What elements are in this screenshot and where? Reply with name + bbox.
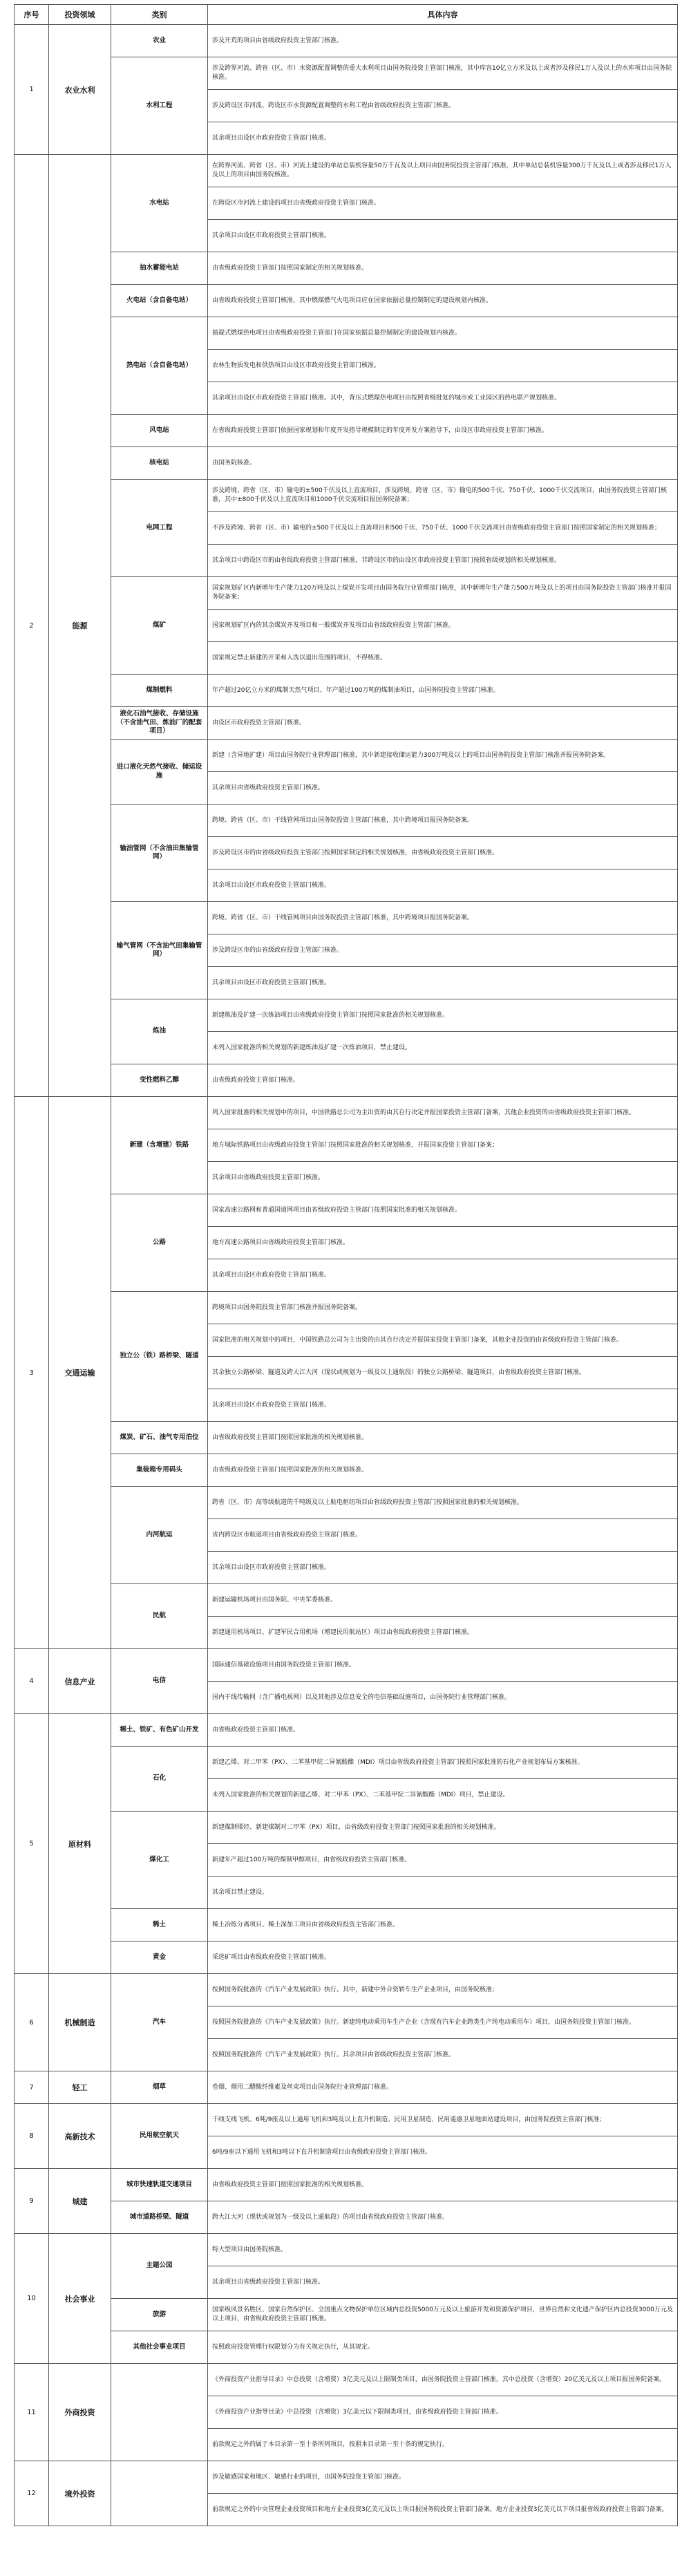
category-cell: 煤矿 [111,577,208,675]
table-row [15,1584,678,1617]
row-number: 11 [15,2364,49,2461]
category-cell [111,2461,208,2526]
approval-catalog-table [14,4,678,2526]
content-cell: 由省级政府投资主管部门核准。 [208,1064,678,1097]
content-cell: 其余项目中跨设区市的由省级政府投资主管部门核准，非跨设区市的由设区市政府投资主管部门按照省级规划的相关规划核准。 [208,545,678,577]
content-cell: 《外商投资产业指导目录》中总投资（含增资）3亿美元及以上限制类项目，由国务院投资主管部门核准，其中总投资（含增资）20亿美元及以上项目报国务院备案。 [208,2364,678,2396]
content-cell: 跨省（区、市）高等级航道的千吨级及以上航电枢纽项目由省级政府投资主管部门按照国家批准的相关规划核准。 [208,1487,678,1519]
content-cell: 农林生物质发电和供热项目由设区市政府投资主管部门核准。 [208,350,678,382]
table-row [15,447,678,480]
content-cell: 按照政府投资管理行权限划分为有关规定执行，从其规定。 [208,2331,678,2364]
table-row [15,317,678,350]
content-cell: 按照国务院批准的《汽车产业发展政策》执行。其中，新建中外合资轿车生产企业项目，由国务院核准； [208,1974,678,2006]
category-cell: 火电站（含自备电站） [111,285,208,317]
table-row [15,1714,678,1747]
content-cell: 涉及跨设区市河流、跨设区市水资源配置调整的水利工程由省级政府投资主管部门核准。 [208,90,678,122]
table-row [15,1974,678,2006]
table-row [15,2201,678,2234]
category-cell: 石化 [111,1747,208,1812]
category-cell: 城市道路桥梁、隧道 [111,2201,208,2234]
row-number: 5 [15,1714,49,1974]
content-cell: 跨大江大河（现状或规划为一级及以上通航段）的项目由省级政府投资主管部门核准。 [208,2201,678,2234]
table-row [15,1194,678,1227]
row-number: 2 [15,155,49,1097]
content-cell: 前款规定之外的属于本目录第一至十条所列项目，按照本目录第一至十条的规定执行。 [208,2429,678,2461]
content-cell: 由省级政府投资主管部门核准，其中燃煤燃气火电项目应在国家依据总量控制制定的建设规划内核准。 [208,285,678,317]
category-cell: 独立公（铁）路桥梁、隧道 [111,1292,208,1422]
content-cell: 由省级政府投资主管部门按照国家批准的相关规划核准。 [208,2169,678,2201]
content-cell: 涉及敏感国家和地区、敏感行业的项目，由国务院投资主管部门核准。 [208,2461,678,2494]
content-cell: 抽凝式燃煤热电项目由省级政府投资主管部门在国家依据总量控制制定的建设规划内核准。 [208,317,678,350]
content-cell: 由国务院核准。 [208,447,678,480]
table-row [15,2299,678,2331]
table-header-row [15,5,678,25]
content-cell: 由省级政府投资主管部门按照国家批准的相关规划核准。 [208,1454,678,1487]
header-domain: 投资领域 [49,5,111,25]
category-cell: 民用航空航天 [111,2104,208,2169]
content-cell: 稀土冶炼分离项目、稀土深加工项目由省级政府投资主管部门核准。 [208,1909,678,1942]
content-cell: 其余项目由设区市政府投资主管部门核准。 [208,1552,678,1584]
content-cell: 特大型项目由国务院核准。 [208,2234,678,2266]
investment-domain: 外商投资 [49,2364,111,2461]
table-row [15,1649,678,1682]
table-row [15,57,678,90]
content-cell: 新建乙烯、对二甲苯（PX）、二苯基甲烷二异氰酸酯（MDI）项目由省级政府投资主管部门按照国家批准的石化产业规划布局方案核准。 [208,1747,678,1779]
content-cell: 新建炼油及扩建一次炼油项目由省级政府投资主管部门按照国家批准的相关规划核准。 [208,999,678,1032]
header-no: 序号 [15,5,49,25]
category-cell [111,2364,208,2461]
row-number: 10 [15,2234,49,2364]
category-cell: 热电站（含自备电站） [111,317,208,415]
table-row [15,740,678,772]
category-cell: 煤化工 [111,1812,208,1909]
table-row [15,1454,678,1487]
row-number: 7 [15,2071,49,2104]
row-number: 8 [15,2104,49,2169]
content-cell: 干线支线飞机、6吨/9座及以上通用飞机和3吨及以上直升机制造、民用卫星制造、民用遥感卫星地面站建设项目，由国务院投资主管部门核准； [208,2104,678,2136]
table-row [15,999,678,1032]
content-cell: 涉及跨境、跨省（区、市）输电的±500千伏及以上直流项目，涉及跨境、跨省（区、市）输电的500千伏、750千伏、1000千伏交流项目，由国务院投资主管部门核准，其中±800千伏及以上直流项目和1000千伏交流项目报国务院备案； [208,480,678,512]
row-number: 3 [15,1097,49,1649]
category-cell: 煤制燃料 [111,675,208,707]
content-cell: 地方城际铁路项目由省级政府投资主管部门按照国家批准的相关规划核准，并报国家投资主管部门备案； [208,1129,678,1162]
investment-domain: 境外投资 [49,2461,111,2526]
content-cell: 不涉及跨境、跨省（区、市）输电的±500千伏及以上直流项目和500千伏、750千伏、1000千伏交流项目由省级政府投资主管部门按照国家制定的相关规划核准； [208,512,678,545]
content-cell: 国家批准的相关规划中的项目，中国铁路总公司为主出资的由其自行决定并报国家投资主管部门备案，其他企业投资的由省级政府投资主管部门核准。 [208,1324,678,1357]
content-cell: 跨境项目由国务院投资主管部门核准并报国务院备案。 [208,1292,678,1324]
content-cell: 由省级政府投资主管部门按照国家批准的相关规划核准。 [208,1422,678,1454]
table-row [15,252,678,285]
table-row [15,25,678,57]
content-cell: 新建（含异地扩建）项目由国务院行业管理部门核准，其中新建接收储运能力300万吨及以上的项目由国务院投资主管部门核准并报国务院备案。 [208,740,678,772]
table-row [15,1909,678,1942]
table-body [15,25,678,2526]
table-row [15,2169,678,2201]
category-cell: 新建（含增建）铁路 [111,1097,208,1194]
category-cell: 城市快速轨道交通项目 [111,2169,208,2201]
category-cell: 内河航运 [111,1487,208,1584]
category-cell: 主题公园 [111,2234,208,2299]
investment-domain: 高新技术 [49,2104,111,2169]
investment-domain: 交通运输 [49,1097,111,1649]
table-row [15,415,678,447]
content-cell: 省内跨设区市航道项目由省级政府投资主管部门核准。 [208,1519,678,1552]
content-cell: 国家规定禁止新建的开采和入洗以退出范围的项目，不得核准。 [208,642,678,675]
content-cell: 新建煤制烯烃、新建煤制对二甲苯（PX）项目，由省级政府投资主管部门按照国家批准的相关规划核准。 [208,1812,678,1844]
content-cell: 其余项目由设区市政府投资主管部门核准。 [208,122,678,155]
category-cell: 稀土 [111,1909,208,1942]
content-cell: 国家级风景名胜区、国家自然保护区、全国重点文物保护单位区域内总投资5000万元及以上旅游开发和资源保护项目，世界自然和文化遗产保护区内总投资3000万元及以上项目，由省级政府投资主管部门核准。 [208,2299,678,2331]
category-cell: 农业 [111,25,208,57]
table-row [15,805,678,837]
content-cell: 未列入国家批准的相关规划的新建炼油及扩建一次炼油项目，禁止建设。 [208,1032,678,1064]
content-cell: 未列入国家批准的相关规划的新建乙烯、对二甲苯（PX）、二苯基甲烷二异氰酸酯（MDI）项目，禁止建设。 [208,1779,678,1812]
category-cell: 水利工程 [111,57,208,155]
content-cell: 其余项目由省级政府投资主管部门核准。 [208,2266,678,2299]
content-cell: 新建年产超过100万吨的煤制甲醇项目，由省级政府投资主管部门核准。 [208,1844,678,1877]
category-cell: 其他社会事业项目 [111,2331,208,2364]
content-cell: 在省级政府投资主管部门依据国家规划和年度开发指导规模制定的年度开发方案指导下，由设区市政府投资主管部门核准。 [208,415,678,447]
content-cell: 新建运输机场项目由国务院、中央军委核准。 [208,1584,678,1617]
content-cell: 国家高速公路网和普通国道网项目由省级政府投资主管部门按照国家批准的相关规划核准。 [208,1194,678,1227]
category-cell: 民航 [111,1584,208,1649]
table-row [15,707,678,740]
category-cell: 进口液化天然气接收、储运设施 [111,740,208,805]
content-cell: 新建通用机场项目、扩建军民合用机场（增建民用航站区）项目由省级政府投资主管部门核准。 [208,1617,678,1649]
content-cell: 由省级政府投资主管部门按照国家制定的相关规划核准。 [208,252,678,285]
investment-domain: 社会事业 [49,2234,111,2364]
table-row [15,1064,678,1097]
content-cell: 在跨界河流、跨省（区、市）河流上建设的单站总装机容量50万千瓦及以上项目由国务院投资主管部门核准，其中单站总装机容量300万千瓦及以上或者涉及移民1万人及以上的项目由国务院核准。 [208,155,678,187]
content-cell: 采选矿项目由省级政府投资主管部门核准。 [208,1942,678,1974]
category-cell: 稀土、铁矿、有色矿山开发 [111,1714,208,1747]
category-cell: 液化石油气接收、存储设施（不含油气田、炼油厂的配套项目） [111,707,208,740]
category-cell: 电信 [111,1649,208,1714]
category-cell: 汽车 [111,1974,208,2071]
investment-domain: 机械制造 [49,1974,111,2071]
category-cell: 煤炭、矿石、油气专用泊位 [111,1422,208,1454]
row-number: 6 [15,1974,49,2071]
table-row [15,1487,678,1519]
content-cell: 其余独立公路桥梁、隧道及跨大江大河（现状或规划为一级及以上通航段）的独立公路桥梁、隧道项目，由省级政府投资主管部门核准。 [208,1357,678,1389]
category-cell: 输气管网（不含油气田集输管网） [111,902,208,999]
content-cell: 其余项目由省级政府投资主管部门核准。 [208,772,678,805]
content-cell: 国家规划矿区内的其余煤炭开发项目和一般煤炭开发项目由省级政府投资主管部门核准。 [208,610,678,642]
content-cell: 在跨设区市河流上建设的项目由省级政府投资主管部门核准。 [208,187,678,220]
row-number: 9 [15,2169,49,2234]
content-cell: 涉及跨界河流、跨省（区、市）水资源配置调整的重大水利项目由国务院投资主管部门核准，其中库容10亿立方米及以上或者涉及移民1万人及以上的水库项目由国务院核准。 [208,57,678,90]
content-cell: 国内干线传输网（含广播电视网）以及其他涉及信息安全的电信基础设施项目，由国务院行业管理部门核准。 [208,1682,678,1714]
content-cell: 其余项目由省级政府投资主管部门核准。 [208,1162,678,1194]
investment-domain: 轻工 [49,2071,111,2104]
row-number: 12 [15,2461,49,2526]
content-cell: 地方高速公路项目由省级政府投资主管部门核准。 [208,1227,678,1259]
table-row [15,1097,678,1129]
content-cell: 涉及跨设区市的由省级政府投资主管部门按照国家制定的相关规划核准，由省级政府投资主管部门核准。 [208,837,678,869]
category-cell: 公路 [111,1194,208,1292]
category-cell: 水电站 [111,155,208,252]
content-cell: 按照国务院批准的《汽车产业发展政策》执行。其余项目由省级政府投资主管部门核准。 [208,2039,678,2071]
table-row [15,1292,678,1324]
table-row [15,902,678,934]
category-cell: 黄金 [111,1942,208,1974]
table-row [15,1747,678,1779]
content-cell: 国际通信基础设施项目由国务院投资主管部门核准。 [208,1649,678,1682]
content-cell: 其余项目由设区市政府投资主管部门核准。 [208,1389,678,1422]
content-cell: 其余项目由设区市政府投资主管部门核准。 [208,1259,678,1292]
content-cell: 卷烟、烟用二醋酸纤维素及丝束项目由国务院行业管理部门核准。 [208,2071,678,2104]
category-cell: 旅游 [111,2299,208,2331]
investment-domain: 原材料 [49,1714,111,1974]
table-row [15,285,678,317]
content-cell: 其余项目由设区市政府投资主管部门核准。 [208,220,678,252]
table-row [15,2331,678,2364]
content-cell: 跨境、跨省（区、市）干线管网项目由国务院投资主管部门核准，其中跨境项目报国务院备案。 [208,805,678,837]
table-row [15,1812,678,1844]
content-cell: 其余项目由设区市政府投资主管部门核准。 [208,869,678,902]
table-row [15,2071,678,2104]
table-row [15,2364,678,2396]
header-category: 类别 [111,5,208,25]
category-cell: 风电站 [111,415,208,447]
row-number: 4 [15,1649,49,1714]
table-row [15,1422,678,1454]
content-cell: 其余项目禁止建设。 [208,1877,678,1909]
table-row [15,480,678,512]
investment-domain: 信息产业 [49,1649,111,1714]
content-cell: 前款规定之外的中央管理企业投资项目和地方企业投资3亿美元及以上项目报国务院投资主管部门备案，地方企业投资3亿美元以下项目报省级政府投资主管部门备案。 [208,2494,678,2526]
content-cell: 按照国务院批准的《汽车产业发展政策》执行。新建纯电动乘用车生产企业（含现有汽车企业跨类生产纯电动乘用车）项目，由国务院投资主管部门核准。 [208,2006,678,2039]
category-cell: 输油管网（不含油田集输管网） [111,805,208,902]
table-row [15,2104,678,2136]
content-cell: 由省级政府投资主管部门核准。 [208,1714,678,1747]
category-cell: 抽水蓄能电站 [111,252,208,285]
category-cell: 烟草 [111,2071,208,2104]
content-cell: 由设区市政府投资主管部门核准。 [208,707,678,740]
content-cell: 年产超过20亿立方米的煤制天然气项目、年产超过100万吨的煤制油项目，由国务院投资主管部门核准。 [208,675,678,707]
row-number: 1 [15,25,49,155]
investment-domain: 城建 [49,2169,111,2234]
content-cell: 涉及开荒的项目由省级政府投资主管部门核准。 [208,25,678,57]
category-cell: 电网工程 [111,480,208,577]
table-row [15,1942,678,1974]
investment-domain: 能源 [49,155,111,1097]
table-row [15,2461,678,2494]
table-row [15,577,678,610]
category-cell: 炼油 [111,999,208,1064]
table-row [15,155,678,187]
content-cell: 其余项目由设区市政府投资主管部门核准。 [208,967,678,999]
content-cell: 国家规划矿区内新增年生产能力120万吨及以上煤炭开发项目由国务院行业管理部门核准，其中新增年生产能力500万吨及以上的项目由国务院投资主管部门核准并报国务院备案； [208,577,678,610]
content-cell: 其余项目由设区市政府投资主管部门核准。其中，背压式燃煤热电项目由按照省级批复的城市或工业园区的热电联产规划核准。 [208,382,678,415]
content-cell: 涉及跨设区市的由省级政府投资主管部门核准。 [208,934,678,967]
category-cell: 集装箱专用码头 [111,1454,208,1487]
investment-domain: 农业水利 [49,25,111,155]
header-content: 具体内容 [208,5,678,25]
table-row [15,675,678,707]
table-row [15,2234,678,2266]
content-cell: 6吨/9座以下通用飞机和3吨以下直升机制造项目由省级政府投资主管部门核准。 [208,2136,678,2169]
category-cell: 核电站 [111,447,208,480]
content-cell: 列入国家批准的相关规划中的项目，中国铁路总公司为主出资的由其自行决定并报国家投资主管部门备案，其他企业投资的由省级政府投资主管部门核准。 [208,1097,678,1129]
content-cell: 跨境、跨省（区、市）干线管网项目由国务院投资主管部门核准，其中跨境项目报国务院备案。 [208,902,678,934]
content-cell: 《外商投资产业指导目录》中总投资（含增资）3亿美元以下限制类项目，由省级政府投资主管部门核准。 [208,2396,678,2429]
category-cell: 变性燃料乙醇 [111,1064,208,1097]
